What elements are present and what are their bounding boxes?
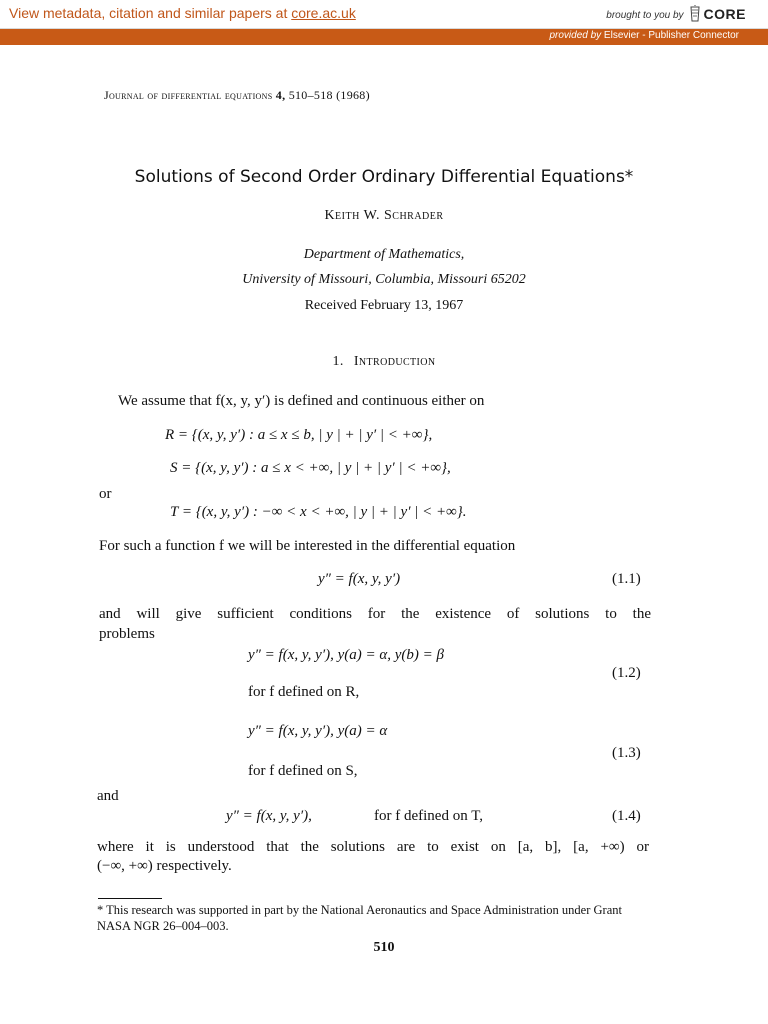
section-number: 1. bbox=[332, 354, 344, 369]
author: Keith W. Schrader bbox=[324, 208, 444, 223]
journal-citation bbox=[104, 88, 370, 103]
section-title: Introduction bbox=[353, 354, 436, 369]
or-text: or bbox=[99, 486, 112, 502]
equation-1-1: y″ = f(x, y, y′) bbox=[318, 571, 401, 587]
equation-number-1-4: (1.4) bbox=[612, 808, 641, 824]
provided-by-label: provided by bbox=[549, 30, 602, 41]
equation-1-2-condition: for f defined on R, bbox=[248, 684, 360, 700]
core-link-url: core.ac.uk bbox=[291, 5, 356, 21]
provider-text[interactable] bbox=[549, 30, 739, 41]
journal-pages-year: 510–518 (1968) bbox=[288, 88, 370, 102]
affiliation-dept: Department of Mathematics, bbox=[303, 247, 465, 262]
core-metadata-link[interactable] bbox=[9, 5, 356, 21]
paragraph-1: We assume that f(x, y, y′) is defined and continuous either on bbox=[118, 393, 485, 409]
set-r: R = {(x, y, y′) : a ≤ x ≤ b, | y | + | y′ | < +∞}, bbox=[165, 427, 433, 443]
footnote: * This research was supported in part by the National Aeronautics and Space Administration under Grant NASA NGR 26–004–003. bbox=[97, 903, 622, 933]
paragraph-4-line-2: (−∞, +∞) respectively. bbox=[97, 858, 232, 874]
core-logo-icon bbox=[688, 5, 702, 23]
set-t: T = {(x, y, y′) : −∞ < x < +∞, | y | + | y′ | < +∞}. bbox=[170, 504, 467, 520]
equation-1-4-condition: for f defined on T, bbox=[374, 808, 483, 824]
page-number: 510 bbox=[373, 940, 395, 955]
paragraph-3-line-1: and will give sufficient conditions for the existence of solutions to the bbox=[99, 606, 651, 622]
core-banner bbox=[0, 0, 768, 29]
footnote-rule bbox=[98, 898, 162, 899]
paper-title: Solutions of Second Order Ordinary Differential Equations* bbox=[134, 167, 634, 187]
equation-1-3: y″ = f(x, y, y′), y(a) = α bbox=[248, 723, 388, 739]
paragraph-4-line-1: where it is understood that the solutions are to exist on [a, b], [a, +∞) or bbox=[97, 839, 649, 855]
provider-bar bbox=[0, 29, 768, 45]
equation-number-1-3: (1.3) bbox=[612, 745, 641, 761]
set-s: S = {(x, y, y′) : a ≤ x < +∞, | y | + | y′ | < +∞}, bbox=[170, 460, 451, 476]
journal-name: Journal of differential equations bbox=[104, 88, 273, 102]
paragraph-3-line-2: problems bbox=[99, 626, 155, 642]
equation-1-3-condition: for f defined on S, bbox=[248, 763, 358, 779]
core-wordmark: CORE bbox=[703, 6, 746, 22]
received-date: Received February 13, 1967 bbox=[304, 298, 464, 313]
paragraph-2: For such a function f we will be interested in the differential equation bbox=[99, 538, 516, 554]
equation-number-1-1: (1.1) bbox=[612, 571, 641, 587]
equation-1-4: y″ = f(x, y, y′), bbox=[226, 808, 312, 824]
section-heading bbox=[0, 354, 768, 370]
core-link-prefix: View metadata, citation and similar papers at bbox=[9, 5, 292, 21]
brought-to-you-text: brought to you by bbox=[606, 10, 684, 21]
journal-volume: 4, bbox=[275, 88, 286, 102]
core-branding[interactable] bbox=[606, 5, 746, 23]
equation-number-1-2: (1.2) bbox=[612, 665, 641, 681]
equation-1-2: y″ = f(x, y, y′), y(a) = α, y(b) = β bbox=[248, 647, 444, 663]
affiliation-univ: University of Missouri, Columbia, Missouri 65202 bbox=[242, 272, 526, 287]
and-text: and bbox=[97, 788, 119, 804]
provider-name: Elsevier - Publisher Connector bbox=[601, 30, 739, 41]
